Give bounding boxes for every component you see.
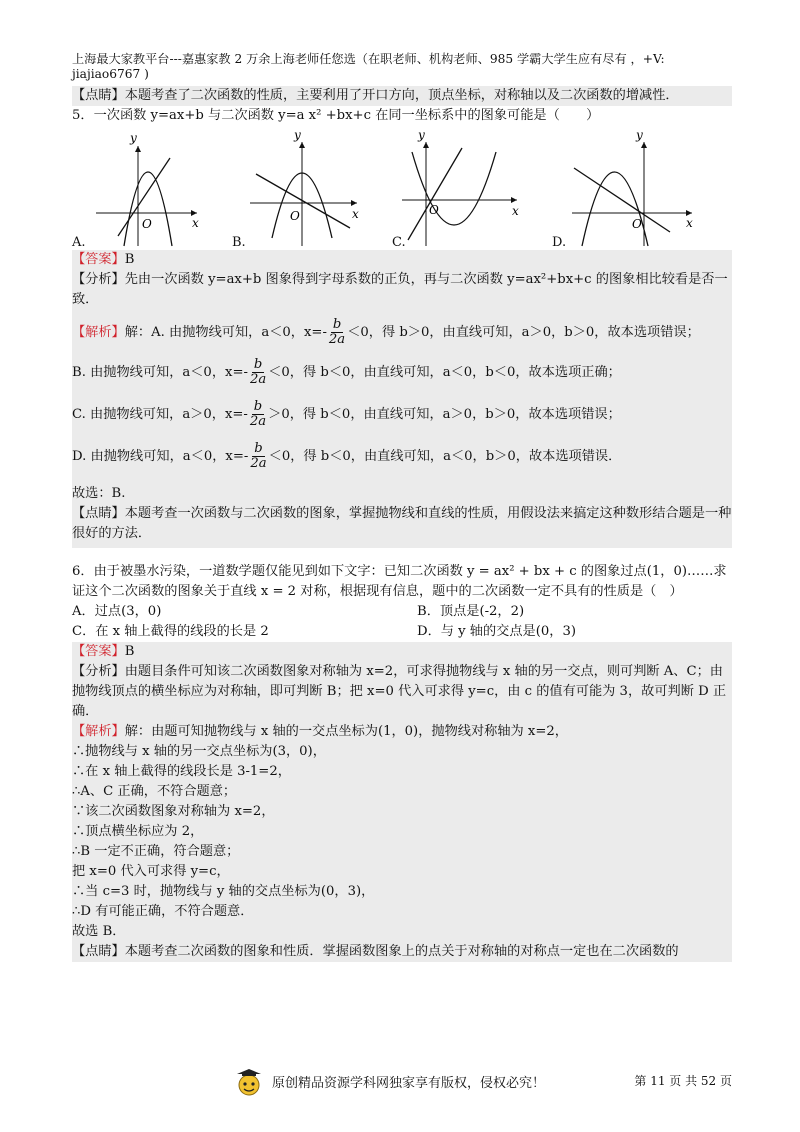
q6-analysis-tag: 【分析】	[72, 664, 125, 679]
graph-c-y-label: y	[418, 128, 425, 142]
q6-option-d: D．与 y 轴的交点是(0，3)	[417, 624, 576, 639]
q5-sol-a-pre: 解：A. 由抛物线可知，a＜0，x=-	[124, 325, 327, 340]
graph-b	[232, 128, 382, 250]
q6-stem-2: 证这个二次函数的图象关于直线 x = 2 对称，根据现有信息，题中的二次函数一定不具有的性质是（ ）	[72, 584, 683, 599]
option-c-label: C.	[392, 235, 406, 250]
q6-solution-tag: 【解析】	[72, 724, 125, 739]
graph-b-svg	[232, 128, 382, 250]
q6-sol-line-6: ∴B 一定不正确，符合题意；	[72, 844, 240, 859]
graph-c-svg	[392, 128, 542, 250]
q6-explanation-block	[72, 642, 732, 962]
graph-d	[552, 128, 702, 250]
graph-a-origin-label: O	[142, 217, 152, 231]
q5-sol-b-pre: B. 由抛物线可知，a＜0，x=-	[72, 365, 248, 380]
q6-answer-tag: 【答案】	[72, 644, 125, 659]
q6-point: 本题考查二次函数的图象和性质．掌握函数图象上的点关于对称轴的对称点一定也在二次函数的	[124, 944, 679, 959]
q6-option-c: C．在 x 轴上截得的线段的长是 2	[72, 624, 269, 639]
q5-sol-a-post: ＜0，得 b＞0，由直线可知，a＞0，b＞0，故本选项错误；	[347, 325, 700, 340]
q5-solution-tag: 【解析】	[72, 325, 125, 340]
graph-d-origin-label: O	[632, 217, 642, 231]
document-page	[72, 52, 732, 1091]
q6-analysis: 由题目条件可知该二次函数图象对称轴为 x=2，可求得抛物线与 x 轴的另一交点，则可判断 A、C；由抛物线顶点的横坐标应为对称轴，即可判断 B；把 x=0 代入可求得 y=c，由 c 的值有可能为 3，故可判断 D 正确．	[72, 664, 727, 719]
q5-point: 本题考查一次函数与二次函数的图象，掌握抛物线和直线的性质，用假设法来搞定这种数形结合题是一种很好的方法．	[72, 506, 732, 541]
footer-copyright: 原创精品资源学科网独家享有版权，侵权必究！	[272, 1076, 546, 1091]
q5-point-tag: 【点睛】	[72, 506, 125, 521]
q5-sol-c-pre: C. 由抛物线可知，a＞0，x=-	[72, 407, 248, 422]
graph-a	[72, 128, 222, 250]
q5-choose: 故选：B.	[72, 486, 126, 501]
q6-point-tag: 【点睛】	[72, 944, 125, 959]
q6-sol-line-5: ∴顶点横坐标应为 2，	[72, 824, 204, 839]
graph-c	[392, 128, 542, 250]
q5-sol-d-post: ＜0，得 b＜0，由直线可知，a＜0，b＞0，故本选项错误．	[268, 449, 622, 464]
page-number: 第 11 页 共 52 页	[634, 1074, 732, 1088]
mascot-icon	[232, 1066, 266, 1100]
q5-analysis: 先由一次函数 y=ax+b 图象得到字母系数的正负，再与二次函数 y=ax²+bx+c 的图象相比较看是否一致．	[72, 272, 728, 307]
page-header	[72, 52, 732, 82]
graph-d-x-label: x	[686, 216, 693, 230]
fraction: $\frac{b}{2a}$	[250, 441, 267, 471]
q6-option-b: B．顶点是(-2，2)	[417, 604, 525, 619]
option-a-label: A.	[72, 235, 86, 250]
option-d-label: D.	[552, 235, 567, 250]
q5-graphs	[72, 128, 702, 250]
q6-answer: B	[124, 644, 135, 659]
graph-a-x-label: x	[192, 216, 199, 230]
q5-analysis-tag: 【分析】	[72, 272, 125, 287]
fraction: $\frac{b}{2a}$	[328, 317, 346, 347]
graph-a-y-label: y	[130, 131, 137, 145]
q5-answer: B	[124, 252, 135, 267]
q6-sol-line-1: ∴抛物线与 x 轴的另一交点坐标为(3，0)，	[72, 744, 326, 759]
graph-a-svg	[72, 128, 222, 250]
header-line-2: jiajiao6767 )	[72, 67, 149, 81]
graph-d-y-label: y	[636, 128, 643, 142]
q5-sol-b-post: ＜0，得 b＜0，由直线可知，a＜0，b＜0，故本选项正确；	[268, 365, 621, 380]
q6-sol-line-8: ∴当 c=3 时，抛物线与 y 轴的交点坐标为(0，3)，	[72, 884, 375, 899]
graph-d-svg	[552, 128, 702, 250]
q5-explanation-block	[72, 250, 732, 548]
q5-sol-d-pre: D. 由抛物线可知，a＜0，x=-	[72, 449, 249, 464]
q5-sol-c-post: ＞0，得 b＜0，由直线可知，a＞0，b＞0，故本选项错误；	[268, 407, 621, 422]
graph-b-x-label: x	[352, 207, 359, 221]
graph-b-y-label: y	[294, 128, 301, 142]
graph-b-origin-label: O	[290, 209, 300, 223]
q6-sol-line-0: 解：由题可知抛物线与 x 轴的一交点坐标为(1，0)，抛物线对称轴为 x=2，	[124, 724, 568, 739]
prev-point: 【点睛】本题考查了二次函数的性质，主要利用了开口方向，顶点坐标，对称轴以及二次函数的增减性．	[72, 86, 732, 106]
fraction: $\frac{b}{2a}$	[249, 399, 267, 429]
q6-sol-line-10: 故选 B．	[72, 924, 126, 939]
q6-sol-line-2: ∴在 x 轴上截得的线段长是 3-1=2，	[72, 764, 291, 779]
option-b-label: B.	[232, 235, 246, 250]
q6-sol-line-4: ∵该二次函数图象对称轴为 x=2，	[72, 804, 275, 819]
header-line-1: 上海最大家教平台---嘉惠家教 2 万余上海老师任您选（在职老师、机构老师、985 学霸大学生应有尽有 ，+V:	[72, 52, 665, 66]
q5-answer-tag: 【答案】	[72, 252, 125, 267]
q6-sol-line-9: ∴D 有可能正确，不符合题意．	[72, 904, 254, 919]
fraction: $\frac{b}{2a}$	[249, 357, 267, 387]
q5-stem: 5．一次函数 y=ax+b 与二次函数 y=a x² +bx+c 在同一坐标系中的图象可能是（ ）	[72, 108, 600, 123]
q6-stem-1: 6．由于被墨水污染，一道数学题仅能见到如下文字：已知二次函数 y = ax² + bx + c 的图象过点(1，0)……求	[72, 564, 727, 579]
graph-c-origin-label: O	[429, 203, 439, 217]
q6-sol-line-7: 把 x=0 代入可求得 y=c，	[72, 864, 230, 879]
page-footer	[72, 1072, 732, 1096]
q6-option-a: A．过点(3，0)	[72, 604, 162, 619]
graph-c-x-label: x	[512, 204, 519, 218]
q6-sol-line-3: ∴A、C 正确，不符合题意；	[72, 784, 237, 799]
